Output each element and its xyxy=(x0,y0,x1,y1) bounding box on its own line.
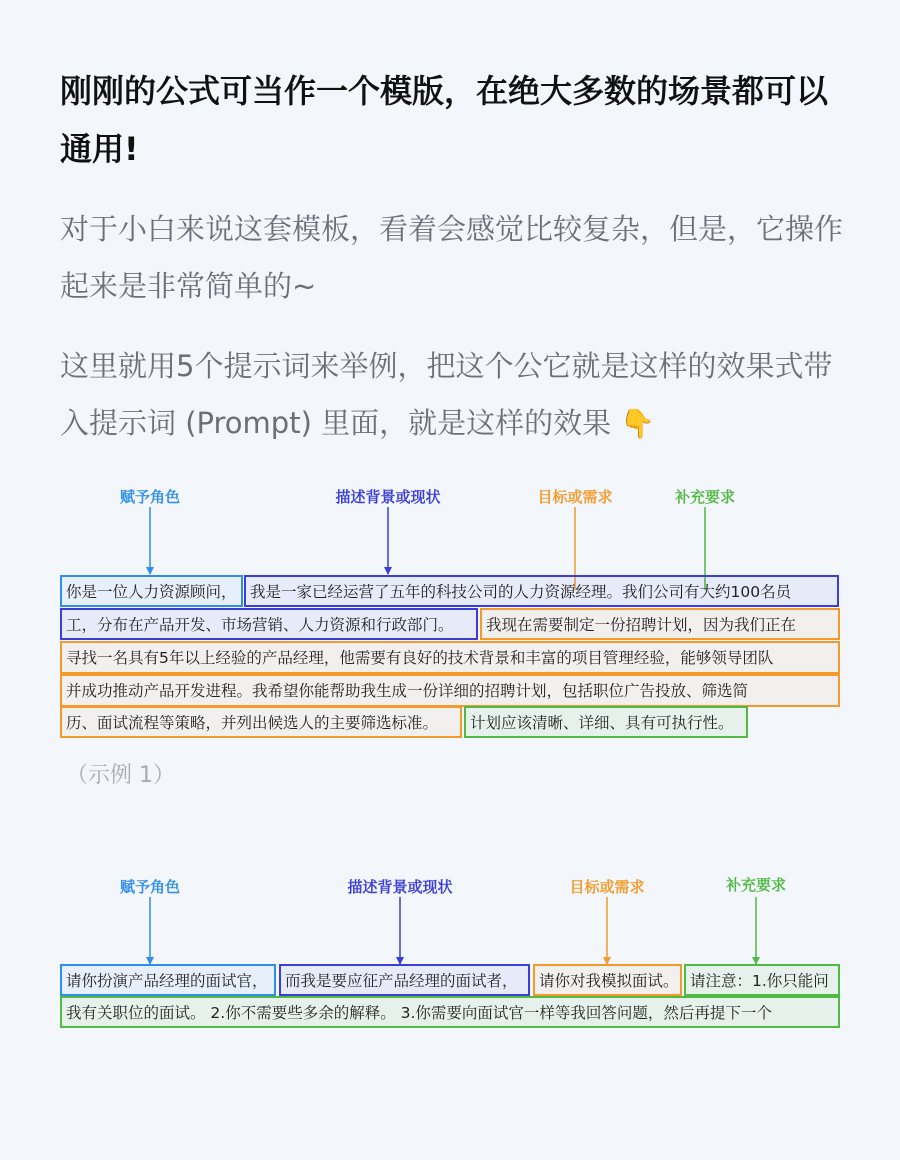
example-caption-1: （示例 1） xyxy=(66,763,175,788)
pointing-down-icon: 👇 xyxy=(620,407,656,440)
article-heading: 刚刚的公式可当作一个模版，在绝大多数的场景都可以通用! xyxy=(60,72,829,168)
example-intro-text: 这里就用5个提示词来举例，把这个公它就是这样的效果式带入提示词 (Prompt) 里面，就是这样的效果 xyxy=(60,349,833,440)
goal-segment-2: 请你对我模拟面试。 xyxy=(533,964,682,996)
prompt-example-1 xyxy=(0,470,900,770)
label-goal: 目标或需求 xyxy=(537,488,613,506)
background-segment-line2: 工，分布在产品开发、市场营销、人力资源和行政部门。 xyxy=(60,608,478,640)
label-role: 赋予角色 xyxy=(119,488,181,506)
background-segment-line1: 我是一家已经运营了五年的科技公司的人力资源经理。我们公司有大约100名员 xyxy=(244,575,839,607)
label-extra-2: 补充要求 xyxy=(725,876,787,894)
label-background-2: 描述背景或现状 xyxy=(347,878,453,896)
background-segment-2: 而我是要应征产品经理的面试者， xyxy=(279,964,530,996)
goal-segment-line3: 并成功推动产品开发进程。我希望你能帮助我生成一份详细的招聘计划，包括职位广告投放、筛选简 xyxy=(60,674,840,707)
prompt-example-2 xyxy=(0,860,900,1160)
role-segment-2: 请你扮演产品经理的面试官， xyxy=(60,964,276,996)
extra-segment-2-line1: 请注意：1.你只能问 xyxy=(684,964,840,996)
label-background: 描述背景或现状 xyxy=(335,488,441,506)
intro-paragraph: 对于小白来说这套模板，看着会感觉比较复杂，但是，它操作起来是非常简单的~ xyxy=(60,212,844,303)
label-goal-2: 目标或需求 xyxy=(569,878,645,896)
role-segment: 你是一位人力资源顾问， xyxy=(60,575,243,607)
extra-segment: 计划应该清晰、详细、具有可执行性。 xyxy=(464,706,748,738)
example-intro-paragraph xyxy=(60,338,850,452)
extra-segment-2-line2: 我有关职位的面试。 2.你不需要些多余的解释。 3.你需要向面试官一样等我回答问题，然后再提下一个 xyxy=(60,996,840,1028)
goal-segment-line1: 我现在需要制定一份招聘计划，因为我们正在 xyxy=(480,608,840,640)
goal-segment-line4: 历、面试流程等策略，并列出候选人的主要筛选标准。 xyxy=(60,706,462,738)
label-extra: 补充要求 xyxy=(674,488,736,506)
label-role-2: 赋予角色 xyxy=(119,878,181,896)
goal-segment-line2: 寻找一名具有5年以上经验的产品经理，他需要有良好的技术背景和丰富的项目管理经验，能够领导团队 xyxy=(60,641,840,674)
